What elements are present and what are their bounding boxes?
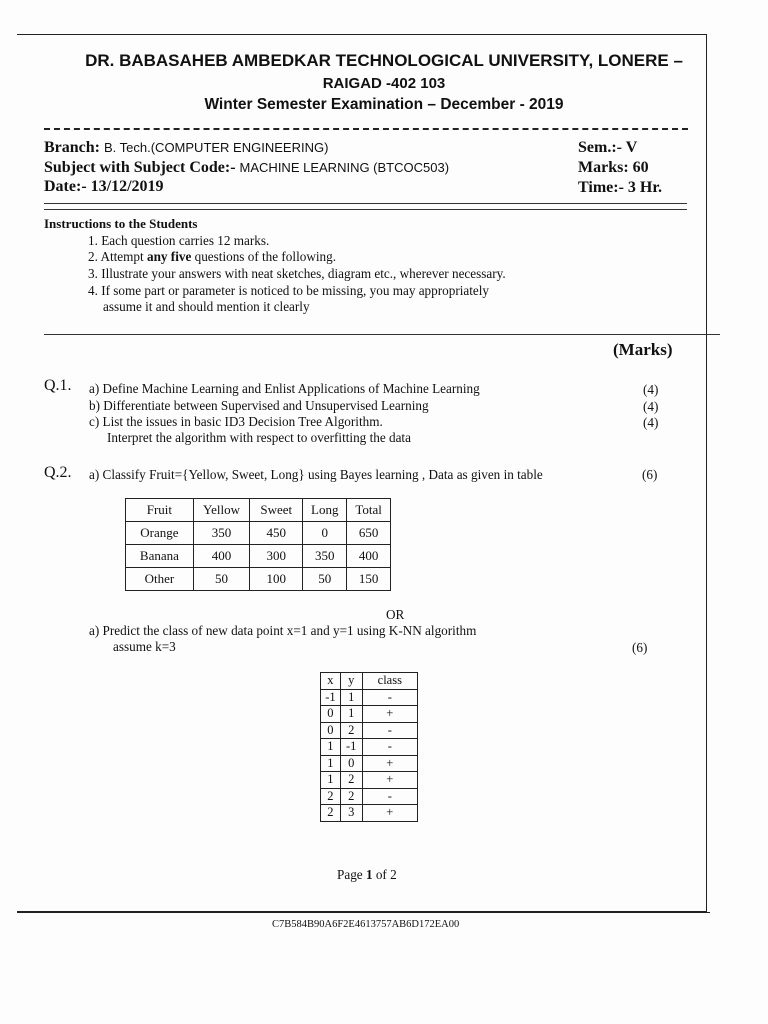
table-cell: 350 [193,522,249,545]
q1c-continuation: Interpret the algorithm with respect to overfitting the data [107,430,411,445]
branch-line [44,139,328,157]
table-cell: 650 [347,522,391,545]
table-cell: 50 [193,568,249,591]
semester: Sem.:- V [578,139,638,156]
double-divider [44,203,687,210]
marks-header: (Marks) [613,340,673,359]
instruction-3: 3. Illustrate your answers with neat sketches, diagram etc., wherever necessary. [88,266,506,281]
table-cell: 0 [340,755,362,772]
table-header-row [126,499,391,522]
table-header: Yellow [193,499,249,522]
table-cell: 50 [303,568,347,591]
q1b-text: b) Differentiate between Supervised and Unsupervised Learning [89,398,429,413]
table-row [126,545,391,568]
instruction-2: 2. Attempt any five questions of the following. [88,249,336,264]
table-cell: Orange [126,522,194,545]
table-cell: 0 [321,706,341,723]
table-row [321,739,418,756]
table-cell: 1 [321,772,341,789]
q1c-text: c) List the issues in basic ID3 Decision Tree Algorithm. [89,414,383,429]
table-cell: 1 [340,706,362,723]
table-cell: - [362,739,417,756]
table-header: Total [347,499,391,522]
table-cell: + [362,706,417,723]
university-name: DR. BABASAHEB AMBEDKAR TECHNOLOGICAL UNIVERSITY, LONERE – [85,51,683,70]
table-cell: 2 [340,772,362,789]
table-cell: 350 [303,545,347,568]
section-divider [44,334,720,335]
q2a-alt-marks: (6) [632,640,648,655]
paper-code: C7B584B90A6F2E4613757AB6D172EA00 [272,919,460,930]
emphasis-any-five: any five [146,249,192,264]
table-header: Fruit [126,499,194,522]
table-row [321,706,418,723]
fruit-table [125,498,391,591]
table-header: Long [303,499,347,522]
q2-label: Q.2. [44,464,72,481]
total-marks: Marks: 60 [578,159,649,176]
q1a-text: a) Define Machine Learning and Enlist Applications of Machine Learning [89,381,480,396]
table-cell: 1 [340,689,362,706]
table-row [321,788,418,805]
table-cell: 400 [193,545,249,568]
subject-value: MACHINE LEARNING (BTCOC503) [239,160,450,175]
table-cell: 2 [321,788,341,805]
exam-date: Date:- 13/12/2019 [44,178,164,195]
table-cell: -1 [321,689,341,706]
q1-label: Q.1. [44,377,72,394]
dashed-divider [44,128,688,130]
table-cell: 3 [340,805,362,822]
table-row [126,522,391,545]
table-cell: 2 [340,788,362,805]
table-header-row [321,673,418,690]
table-row [321,722,418,739]
table-row [321,755,418,772]
table-row [321,805,418,822]
table-cell: 0 [303,522,347,545]
table-cell: 400 [347,545,391,568]
table-cell: - [362,689,417,706]
branch-value: B. Tech.(COMPUTER ENGINEERING) [104,140,329,155]
university-location: RAIGAD -402 103 [322,75,446,92]
knn-table [320,672,418,822]
q1c-marks: (4) [643,415,659,430]
or-separator: OR [386,607,405,622]
table-cell: 300 [250,545,303,568]
table-header: Sweet [250,499,303,522]
q1b-marks: (4) [643,399,659,414]
table-cell: 0 [321,722,341,739]
table-row [321,689,418,706]
table-cell: -1 [340,739,362,756]
table-header: x [321,673,341,690]
page-number: Page 1 of 2 [337,867,397,882]
table-cell: 2 [340,722,362,739]
exam-title: Winter Semester Examination – December - 2019 [204,96,564,113]
table-cell: Other [126,568,194,591]
table-row [321,772,418,789]
footer-divider [17,912,710,913]
branch-label: Branch: [44,139,100,156]
table-cell: + [362,772,417,789]
table-header: y [340,673,362,690]
table-row [126,568,391,591]
table-cell: 2 [321,805,341,822]
table-cell: Banana [126,545,194,568]
table-cell: - [362,788,417,805]
instruction-4-cont: assume it and should mention it clearly [103,299,310,314]
table-cell: 100 [250,568,303,591]
q2a-alt-text: a) Predict the class of new data point x=1 and y=1 using K-NN algorithm [89,623,477,638]
table-header: class [362,673,417,690]
q2a-marks: (6) [642,467,658,482]
table-cell: 1 [321,739,341,756]
table-cell: + [362,755,417,772]
instruction-1: 1. Each question carries 12 marks. [88,233,270,248]
q2a-text: a) Classify Fruit={Yellow, Sweet, Long} using Bayes learning , Data as given in table [89,467,543,482]
table-cell: - [362,722,417,739]
table-cell: + [362,805,417,822]
q1a-marks: (4) [643,382,659,397]
instruction-4: 4. If some part or parameter is noticed to be missing, you may appropriately [88,283,490,298]
table-cell: 450 [250,522,303,545]
table-cell: 1 [321,755,341,772]
subject-label: Subject with Subject Code:- [44,159,236,176]
subject-line [44,159,449,177]
q2a-alt-continuation: assume k=3 [113,639,176,654]
exam-time: Time:- 3 Hr. [578,179,662,196]
table-cell: 150 [347,568,391,591]
instructions-title: Instructions to the Students [44,216,198,231]
